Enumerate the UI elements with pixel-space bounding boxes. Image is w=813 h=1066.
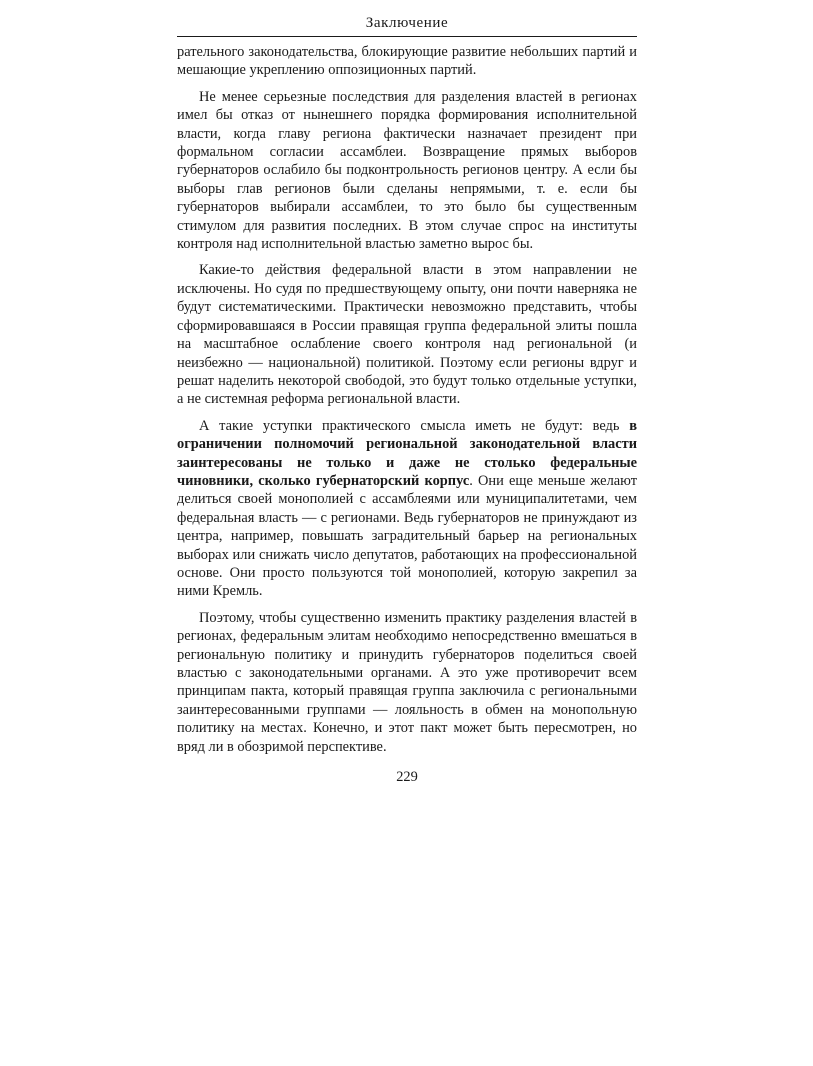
page-number: 229 — [396, 769, 418, 786]
running-head: Заключение — [177, 14, 637, 37]
paragraph-1: рательного законодательства, блокирующие развитие небольших партий и мешающие укреплению оппозиционных партий. — [177, 44, 637, 79]
paragraph-2: Не менее серьезные последствия для разделения властей в регионах имел бы отказ от нынешнего порядка формирования исполнительной власти, когда главу региона фактически назначает президент при формальном согласии ассамблеи. Возвращение прямых выборов губернаторов ослабило бы подконтрольность регионов центру. А если бы выборы глав регионов были сделаны непрямыми, т. е. если бы губернаторов выбирали ассамблеи, то это было бы существенным стимулом для развития последних. В этом случае спрос на институты контроля над исполнительной властью заметно вырос бы. — [177, 88, 637, 253]
paragraph-4-bold-emphasis: в ограничении полномочий региональной законодательной власти заинтересованы не только и даже не столько федеральные чиновники, сколько губернаторский корпус — [177, 417, 637, 489]
paragraph-4-tail: . Они еще меньше желают делиться своей монополией с ассамблеями или муниципалитетами, чем федеральная власть — с регионами. Ведь губернаторов не принуждают из центра, например, повышать заградительный барьер на региональных выборах или снижать число депутатов, работающих на профессиональной основе. Они просто пользуются той монополией, которую закрепил за ними Кремль. — [177, 472, 637, 600]
paragraph-5: Поэтому, чтобы существенно изменить практику разделения властей в регионах, федеральным элитам необходимо непосредственно вмешаться в региональную политику и принудить губернаторов поделиться своей властью с законодательными органами. А это уже противоречит всем принципам пакта, который правящая группа заключила с региональными заинтересованными группами — лояльность в обмен на монопольную политику на местах. Конечно, и этот пакт может быть пересмотрен, но вряд ли в обозримой перспективе. — [177, 609, 637, 755]
paragraph-4-lead: А такие уступки практического смысла иметь не будут: ведь — [199, 417, 630, 434]
paragraph-3: Какие-то действия федеральной власти в этом направлении не исключены. Но судя по предшествующему опыту, они почти наверняка не будут систематическими. Практически невозможно представить, чтобы сформировавшаяся в России правящая группа федеральной элиты пошла на масштабное ослабление своего контроля над региональной (и неизбежно — национальной) политикой. Поэтому если регионы вдруг и решат наделить некоторой свободой, это будут только отдельные уступки, а не системная реформа региональной власти. — [177, 262, 637, 408]
body-text — [177, 43, 637, 756]
book-page — [177, 14, 637, 786]
paragraph-4 — [177, 417, 637, 601]
